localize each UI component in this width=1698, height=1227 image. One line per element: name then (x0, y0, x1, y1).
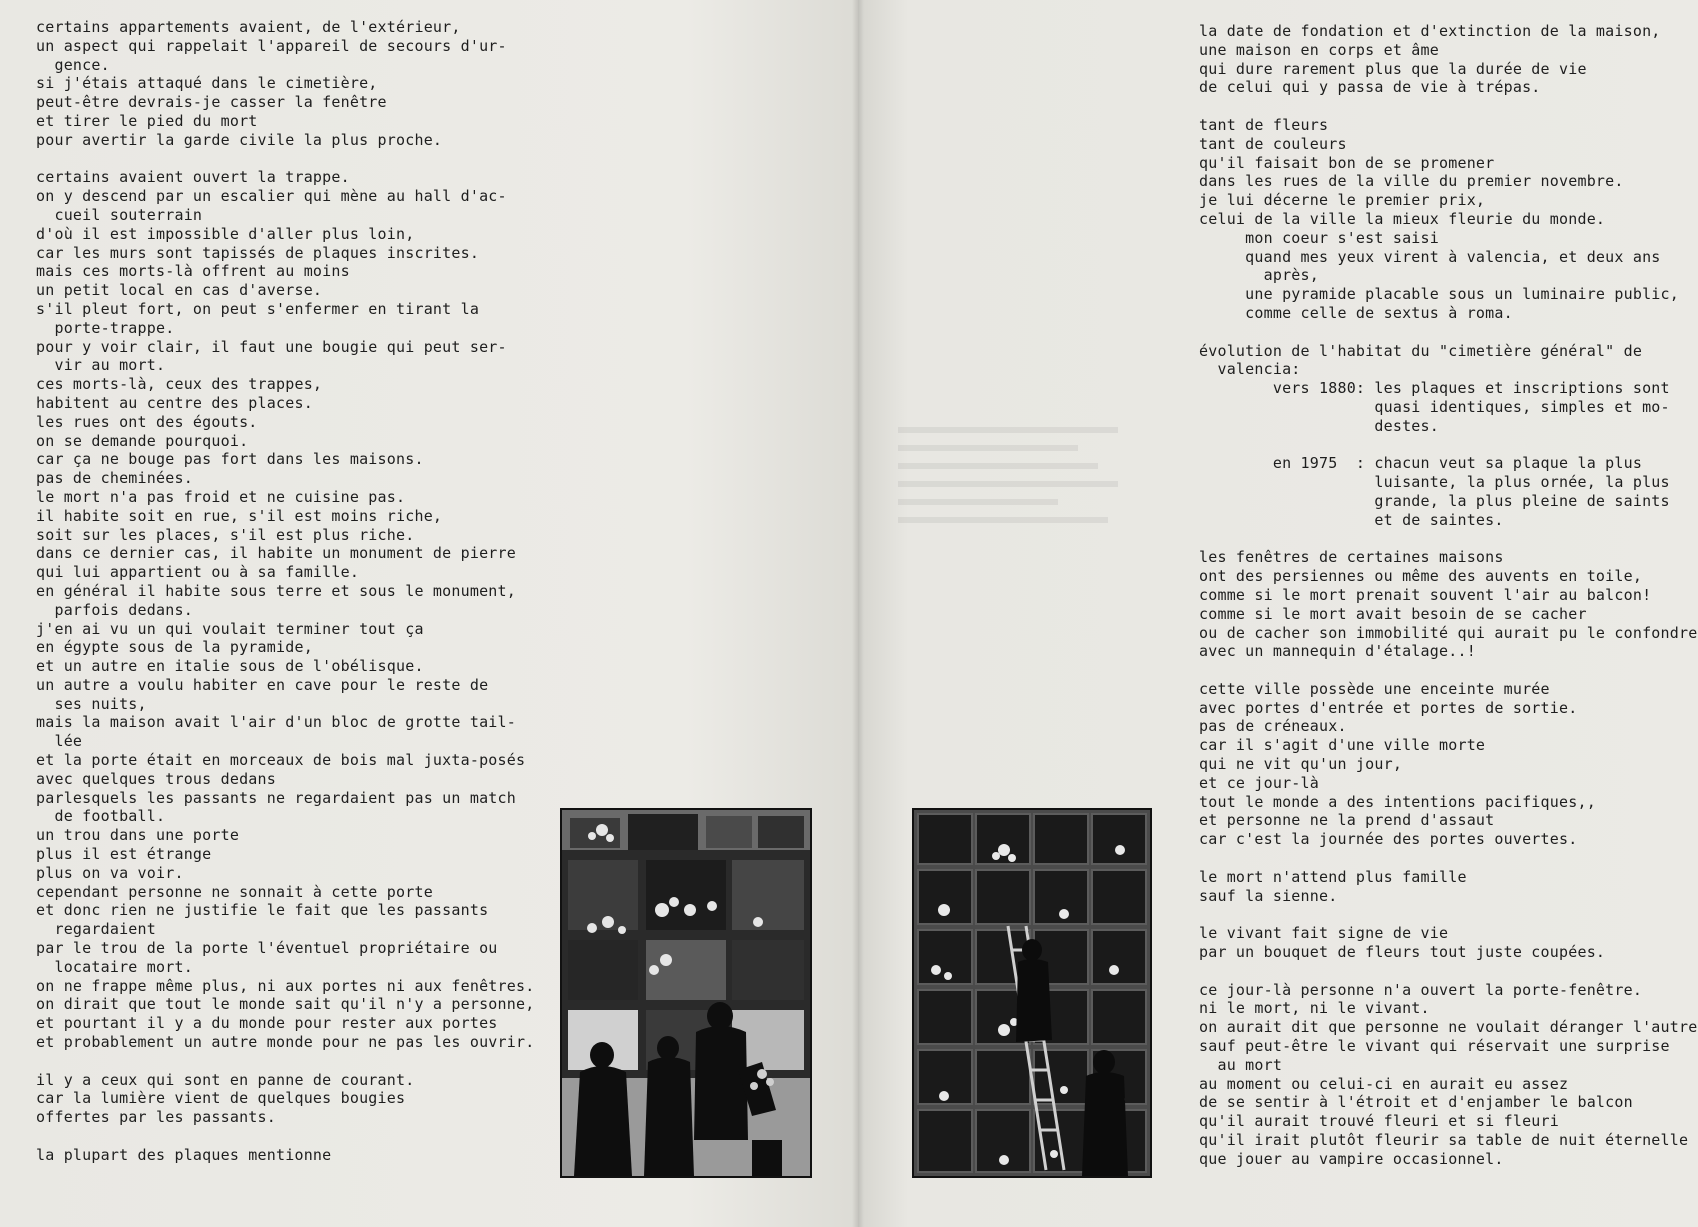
right-line: celui de la ville la mieux fleurie du monde. (1199, 209, 1606, 228)
left-line: la plupart des plaques mentionne (36, 1145, 332, 1164)
right-line: ce jour-là personne n'a ouvert la porte-fenêtre. (1199, 980, 1643, 999)
left-line: en général il habite sous terre et sous le monument, (36, 581, 516, 600)
left-line: et la porte était en morceaux de bois mal juxta-posés (36, 751, 526, 770)
left-line: certains avaient ouvert la trappe. (36, 168, 350, 187)
left-line: et tirer le pied du mort (36, 111, 258, 130)
left-line: ces morts-là, ceux des trappes, (36, 375, 323, 394)
left-line: lée (36, 732, 83, 751)
left-line: dans ce dernier cas, il habite un monument de pierre (36, 544, 516, 563)
right-line: après, (1199, 266, 1319, 285)
right-line: sauf peut-être le vivant qui réservait une surprise (1199, 1037, 1670, 1056)
left-line: j'en ai vu un qui voulait terminer tout ça (36, 619, 424, 638)
right-line: le mort n'attend plus famille (1199, 867, 1467, 886)
right-line: que jouer au vampire occasionnel. (1199, 1149, 1504, 1168)
page-gutter (852, 0, 864, 1227)
right-line: vers 1880: les plaques et inscriptions sont (1199, 379, 1670, 398)
left-line: car la lumière vient de quelques bougies (36, 1089, 406, 1108)
left-line: parfois dedans. (36, 600, 193, 619)
left-line: avec quelques trous dedans (36, 769, 276, 788)
left-line: plus on va voir. (36, 863, 184, 882)
right-line: la date de fondation et d'extinction de la maison, (1199, 22, 1661, 40)
left-line: si j'étais attaqué dans le cimetière, (36, 74, 378, 93)
left-line: un aspect qui rappelait l'appareil de secours d'ur- (36, 36, 507, 55)
left-line: offertes par les passants. (36, 1108, 276, 1127)
left-line: il habite soit en rue, s'il est moins riche, (36, 506, 443, 525)
right-page-text (1199, 22, 1697, 1169)
right-line: luisante, la plus ornée, la plus (1199, 473, 1670, 492)
right-line: sauf la sienne. (1199, 886, 1338, 905)
right-line: qu'il faisait bon de se promener (1199, 153, 1495, 172)
right-line: tout le monde a des intentions pacifiques,, (1199, 792, 1596, 811)
left-page-text (36, 18, 534, 1165)
left-line: on dirait que tout le monde sait qu'il n'y a personne, (36, 995, 535, 1014)
left-line: ses nuits, (36, 694, 147, 713)
right-line: destes. (1199, 416, 1439, 435)
left-line: un petit local en cas d'averse. (36, 281, 323, 300)
right-line: ni le mort, ni le vivant. (1199, 999, 1430, 1018)
left-line: cueil souterrain (36, 205, 203, 224)
left-line: on ne frappe même plus, ni aux portes ni aux fenêtres. (36, 976, 535, 995)
right-line: une maison en corps et âme (1199, 40, 1439, 59)
right-line: qui dure rarement plus que la durée de vie (1199, 59, 1587, 78)
right-line: avec un mannequin d'étalage..! (1199, 642, 1476, 661)
left-line: soit sur les places, s'il est plus riche. (36, 525, 415, 544)
left-line: s'il pleut fort, on peut s'enfermer en tirant la (36, 299, 480, 318)
left-line: mais la maison avait l'air d'un bloc de grotte tail- (36, 713, 516, 732)
right-line: et personne ne la prend d'assaut (1199, 811, 1495, 830)
right-line: le vivant fait signe de vie (1199, 924, 1449, 943)
right-line: les fenêtres de certaines maisons (1199, 548, 1504, 567)
left-line: pour avertir la garde civile la plus proche. (36, 130, 443, 149)
cemetery-niches-ladder-photo (912, 808, 1152, 1178)
right-line: je lui décerne le premier prix, (1199, 191, 1486, 210)
right-line: quasi identiques, simples et mo- (1199, 397, 1670, 416)
right-line: valencia: (1199, 360, 1301, 379)
right-line: car il s'agit d'une ville morte (1199, 736, 1486, 755)
left-line: gence. (36, 55, 110, 74)
left-line: habitent au centre des places. (36, 393, 313, 412)
left-line: on y descend par un escalier qui mène au hall d'ac- (36, 187, 507, 206)
left-line: porte-trappe. (36, 318, 175, 337)
right-line: cette ville possède une enceinte murée (1199, 679, 1550, 698)
right-line: et ce jour-là (1199, 773, 1319, 792)
left-line: regardaient (36, 920, 156, 939)
left-line: et pourtant il y a du monde pour rester aux portes (36, 1014, 498, 1033)
left-line: un trou dans une porte (36, 826, 240, 845)
left-line: plus il est étrange (36, 845, 212, 864)
right-line: au mort (1199, 1055, 1283, 1074)
left-line: et probablement un autre monde pour ne pas les ouvrir. (36, 1033, 535, 1052)
left-line: mais ces morts-là offrent au moins (36, 262, 350, 281)
left-line: et un autre en italie sous de l'obélisque. (36, 657, 424, 676)
right-line: grande, la plus pleine de saints (1199, 491, 1670, 510)
left-line: d'où il est impossible d'aller plus loin, (36, 224, 415, 243)
right-line: tant de fleurs (1199, 115, 1329, 134)
left-line: parlesquels les passants ne regardaient pas un match (36, 788, 516, 807)
right-line: mon coeur s'est saisi (1199, 228, 1439, 247)
left-line: pas de cheminées. (36, 469, 193, 488)
right-line: avec portes d'entrée et portes de sortie. (1199, 698, 1578, 717)
left-line: car ça ne bouge pas fort dans les maisons. (36, 450, 424, 469)
left-line: certains appartements avaient, de l'extérieur, (36, 18, 461, 36)
right-line: ont des persiennes ou même des auvents en toile, (1199, 567, 1643, 586)
right-line: de celui qui y passa de vie à trépas. (1199, 78, 1541, 97)
right-line: de se sentir à l'étroit et d'enjamber le balcon (1199, 1093, 1633, 1112)
right-line: évolution de l'habitat du "cimetière général" de (1199, 341, 1643, 360)
left-line: un autre a voulu habiter en cave pour le reste de (36, 675, 489, 694)
right-line: ou de cacher son immobilité qui aurait pu le confondre (1199, 623, 1698, 642)
left-line: et donc rien ne justifie le fait que les passants (36, 901, 489, 920)
left-line: par le trou de la porte l'éventuel propriétaire ou (36, 939, 498, 958)
right-line: dans les rues de la ville du premier novembre. (1199, 172, 1624, 191)
left-line: le mort n'a pas froid et ne cuisine pas. (36, 487, 406, 506)
right-line: qu'il aurait trouvé fleuri et si fleuri (1199, 1112, 1559, 1131)
right-line: on aurait dit que personne ne voulait déranger l'autre (1199, 1018, 1698, 1037)
left-line: car les murs sont tapissés de plaques inscrites. (36, 243, 480, 262)
right-line: et de saintes. (1199, 510, 1504, 529)
right-line: comme celle de sextus à roma. (1199, 303, 1513, 322)
left-line: qui lui appartient ou à sa famille. (36, 563, 360, 582)
right-line: en 1975 : chacun veut sa plaque la plus (1199, 454, 1643, 473)
left-line: de football. (36, 807, 166, 826)
photo-2-illustration (914, 810, 1150, 1176)
left-line: peut-être devrais-je casser la fenêtre (36, 93, 387, 112)
left-line: locataire mort. (36, 957, 193, 976)
right-line: par un bouquet de fleurs tout juste coupées. (1199, 943, 1606, 962)
right-line: qui ne vit qu'un jour, (1199, 755, 1403, 774)
right-line: comme si le mort avait besoin de se cacher (1199, 604, 1587, 623)
photo-1-illustration (562, 810, 810, 1176)
right-line: une pyramide placable sous un luminaire public, (1199, 285, 1679, 304)
right-line: car c'est la journée des portes ouvertes. (1199, 830, 1578, 849)
right-line: tant de couleurs (1199, 134, 1347, 153)
left-line: les rues ont des égouts. (36, 412, 258, 431)
left-line: pour y voir clair, il faut une bougie qui peut ser- (36, 337, 507, 356)
right-line: comme si le mort prenait souvent l'air au balcon! (1199, 585, 1652, 604)
right-line: quand mes yeux virent à valencia, et deux ans (1199, 247, 1661, 266)
cemetery-niches-mourners-photo (560, 808, 812, 1178)
right-line: qu'il irait plutôt fleurir sa table de nuit éternelle (1199, 1131, 1689, 1150)
left-line: vir au mort. (36, 356, 166, 375)
right-line: au moment ou celui-ci en aurait eu assez (1199, 1074, 1569, 1093)
right-line: pas de créneaux. (1199, 717, 1347, 736)
left-line: en égypte sous de la pyramide, (36, 638, 313, 657)
left-line: on se demande pourquoi. (36, 431, 249, 450)
left-line: cependant personne ne sonnait à cette porte (36, 882, 433, 901)
left-line: il y a ceux qui sont en panne de courant. (36, 1070, 415, 1089)
show-through-ghost-text (898, 415, 1158, 695)
